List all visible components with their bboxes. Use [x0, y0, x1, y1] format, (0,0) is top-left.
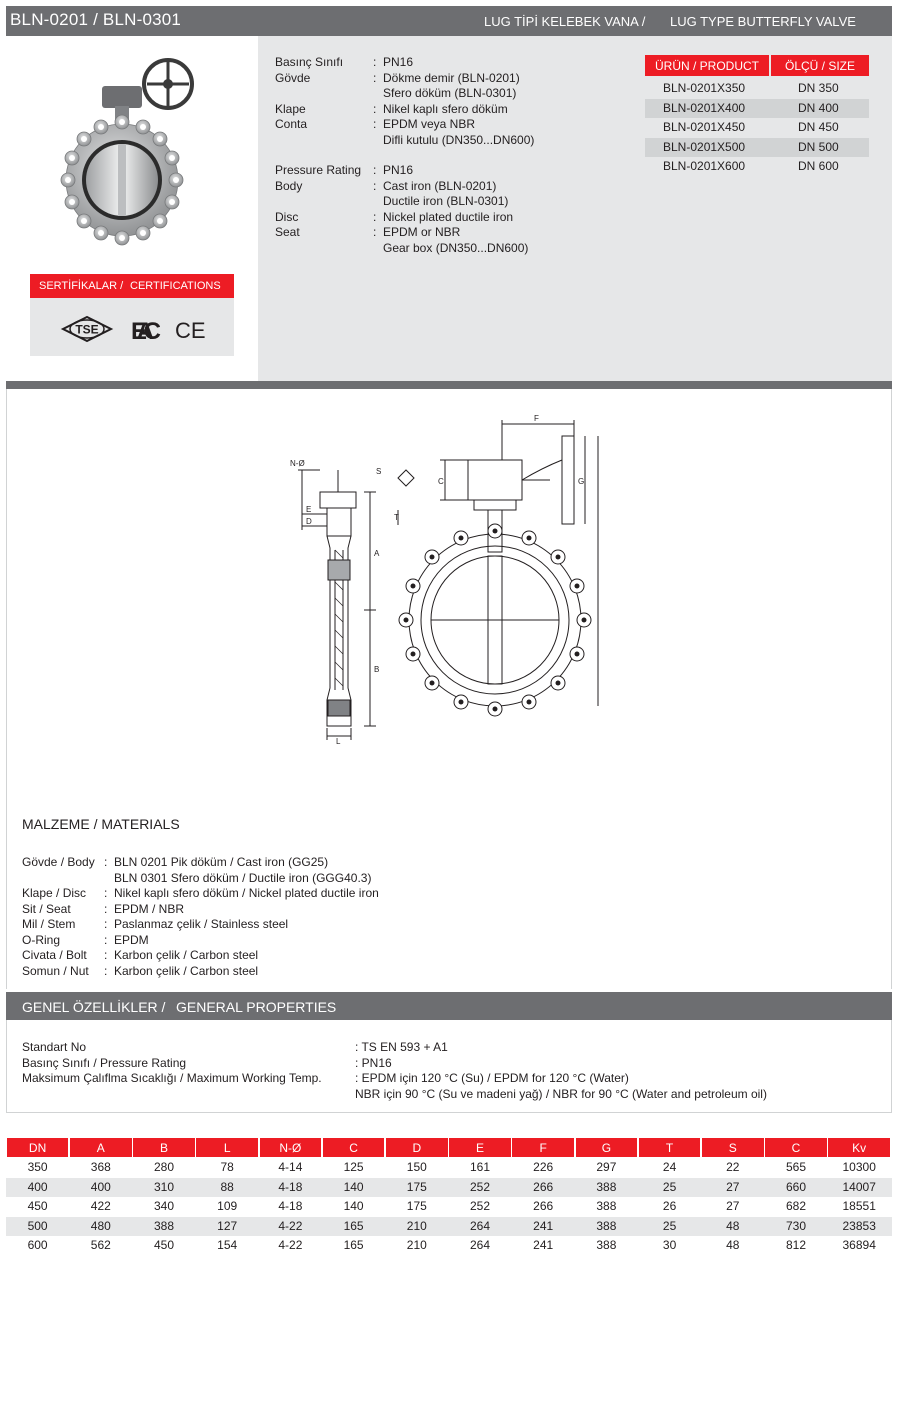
dim-cell: 266 — [533, 1199, 554, 1213]
tse-logo — [63, 317, 111, 341]
dim-header-cell: F — [512, 1138, 574, 1157]
label-n-o: N-Ø — [290, 459, 305, 468]
dim-cell: 600 — [27, 1238, 48, 1252]
material-label: Gövde / Body — [22, 855, 95, 869]
dim-cell: 450 — [153, 1238, 174, 1252]
cert-label-en: CERTIFICATIONS — [130, 280, 221, 292]
material-sep: : — [104, 963, 108, 978]
spec-label: Basınç Sınıfı — [275, 55, 344, 69]
dim-cell: 27 — [726, 1179, 740, 1194]
dim-cell: 127 — [217, 1218, 238, 1233]
spec-label: Body — [275, 178, 303, 193]
label-l: L — [336, 737, 341, 746]
dim-cell: 14007 — [842, 1179, 876, 1194]
dim-cell: 4-22 — [278, 1238, 303, 1252]
dim-cell: 297 — [596, 1160, 617, 1174]
cert-label-tr: SERTİFİKALAR / — [39, 280, 124, 292]
material-sep: : — [104, 932, 108, 947]
dim-cell: 400 — [90, 1179, 111, 1194]
certifications-header — [30, 274, 234, 298]
tse-text: TSE — [75, 322, 99, 337]
dim-cell: 340 — [153, 1199, 174, 1213]
dim-cell: 264 — [469, 1218, 490, 1233]
material-sep: : — [104, 948, 108, 962]
material-label: Sit / Seat — [22, 901, 71, 916]
dim-cell: 150 — [406, 1160, 427, 1174]
dim-cell: 30 — [662, 1238, 677, 1252]
dim-cell: 4-18 — [278, 1179, 303, 1194]
general-row — [22, 1087, 882, 1103]
dim-cell: 350 — [27, 1160, 48, 1174]
product-code-cell: BLN-0201X450 — [663, 120, 746, 134]
dim-cell: 252 — [469, 1199, 490, 1213]
general-label: Standart No — [22, 1040, 87, 1054]
spec-value: Sfero döküm (BLN-0301) — [383, 86, 517, 100]
product-size-cell: DN 500 — [798, 139, 839, 154]
dim-cell: 730 — [785, 1218, 806, 1233]
dim-cell: 18551 — [842, 1199, 876, 1213]
spec-label: Disc — [275, 209, 299, 224]
product-code-cell: BLN-0201X400 — [663, 100, 746, 115]
dim-cell: 226 — [533, 1160, 554, 1174]
dim-row — [6, 1158, 892, 1178]
label-c: C — [438, 477, 444, 486]
dim-cell: 4-14 — [278, 1160, 303, 1174]
material-value: Karbon çelik / Carbon steel — [114, 948, 259, 962]
dim-cell: 812 — [785, 1238, 806, 1252]
dim-cell: 388 — [596, 1179, 617, 1194]
product-size-cell: DN 400 — [798, 100, 839, 115]
material-sep: : — [104, 917, 108, 931]
spec-sep: : — [373, 55, 377, 69]
dim-cell: 109 — [217, 1199, 238, 1213]
general-value: NBR için 90 °C (Su ve madeni yağ) / NBR for 90 °C (Water and petroleum oil) — [355, 1086, 767, 1101]
general-properties-list — [22, 1040, 882, 1102]
eac-text: EAC — [131, 318, 161, 345]
spec-sep: : — [373, 178, 377, 193]
general-row — [22, 1040, 882, 1056]
dim-cell: 24 — [662, 1160, 677, 1174]
product-size-cell: DN 600 — [798, 159, 839, 173]
dim-cell: 388 — [596, 1238, 617, 1252]
general-title-tr: GENEL ÖZELLİKLER / — [22, 999, 166, 1015]
material-value: BLN 0201 Pik döküm / Cast iron (GG25) — [114, 855, 329, 869]
dim-row — [6, 1236, 892, 1256]
dim-cell: 388 — [153, 1218, 174, 1233]
dim-header-cell: L — [196, 1138, 258, 1157]
spec-sep: : — [373, 209, 377, 224]
general-value: : TS EN 593 + A1 — [355, 1040, 448, 1054]
dim-cell: 252 — [469, 1179, 490, 1194]
dim-cell: 161 — [469, 1160, 490, 1174]
dim-header-cell: N-Ø — [260, 1138, 322, 1157]
spec-sep: : — [373, 225, 377, 239]
spec-value: Ductile iron (BLN-0301) — [383, 194, 509, 208]
general-label: Maksimum Çalıflma Sıcaklığı / Maximum Working Temp. — [22, 1071, 322, 1085]
general-value: : PN16 — [355, 1055, 392, 1070]
size-header: ÖLÇÜ / SIZE — [771, 55, 869, 76]
spec-value: Gear box (DN350...DN600) — [383, 240, 529, 255]
spec-value: EPDM or NBR — [383, 225, 461, 239]
dim-cell: 422 — [90, 1199, 111, 1213]
ce-logo — [175, 318, 206, 343]
dim-header-cell: C — [323, 1138, 385, 1157]
dim-cell: 165 — [343, 1238, 364, 1252]
dim-header-cell: DN — [7, 1138, 69, 1157]
material-label: O-Ring — [22, 932, 61, 947]
dim-cell: 241 — [533, 1218, 554, 1233]
product-code: BLN-0201 / BLN-0301 — [10, 10, 182, 29]
dim-cell: 22 — [726, 1160, 740, 1174]
label-f: F — [534, 414, 539, 423]
materials-title: MALZEME / MATERIALS — [22, 816, 180, 832]
dim-cell: 140 — [343, 1199, 364, 1213]
dim-header-cell: B — [133, 1138, 195, 1157]
dim-cell: 210 — [406, 1238, 427, 1252]
general-label: Basınç Sınıfı / Pressure Rating — [22, 1055, 187, 1070]
product-header: ÜRÜN / PRODUCT — [645, 55, 769, 76]
spec-value: PN16 — [383, 163, 414, 177]
material-value: Paslanmaz çelik / Stainless steel — [114, 917, 289, 931]
cert-logos-graphic — [30, 298, 234, 356]
spec-sep: : — [373, 101, 377, 116]
spec-sep: : — [373, 117, 377, 131]
dim-header-cell: E — [449, 1138, 511, 1157]
product-row — [645, 99, 869, 119]
general-value: : EPDM için 120 °C (Su) / EPDM for 120 °C (Water) — [355, 1071, 629, 1085]
section-divider — [6, 381, 892, 389]
label-s: S — [376, 467, 382, 476]
dim-cell: 266 — [533, 1179, 554, 1194]
title-tr: LUG TİPİ KELEBEK VANA / — [484, 14, 646, 29]
spec-value: Nikel kaplı sfero döküm — [383, 101, 508, 116]
spec-value: EPDM veya NBR — [383, 117, 476, 131]
dim-cell: 4-22 — [278, 1218, 303, 1233]
technical-drawing — [280, 410, 610, 750]
label-t: T — [394, 513, 399, 522]
dim-header-cell: D — [386, 1138, 448, 1157]
dim-row — [6, 1178, 892, 1198]
product-row — [645, 157, 869, 177]
material-value: EPDM / NBR — [114, 901, 185, 916]
product-row — [645, 138, 869, 158]
dim-cell: 36894 — [842, 1238, 876, 1252]
dim-cell: 388 — [596, 1199, 617, 1213]
dim-cell: 27 — [726, 1199, 740, 1213]
dim-cell: 175 — [406, 1199, 427, 1213]
dim-cell: 88 — [220, 1179, 234, 1194]
dim-cell: 48 — [726, 1218, 740, 1233]
dim-row — [6, 1217, 892, 1237]
product-row — [645, 118, 869, 138]
spec-sep: : — [373, 163, 377, 177]
spec-label: Klape — [275, 101, 306, 116]
label-g: G — [578, 477, 585, 486]
material-label: Klape / Disc — [22, 886, 87, 900]
dim-row — [6, 1197, 892, 1217]
dim-cell: 480 — [90, 1218, 111, 1233]
dim-cell: 682 — [785, 1199, 806, 1213]
dim-cell: 48 — [726, 1238, 740, 1252]
dim-cell: 25 — [662, 1179, 677, 1194]
spec-value: PN16 — [383, 55, 414, 69]
material-value: EPDM — [114, 932, 149, 947]
spec-value: Cast iron (BLN-0201) — [383, 178, 497, 193]
material-label: Somun / Nut — [22, 963, 89, 978]
general-properties-bar — [6, 992, 892, 1020]
spec-label: Seat — [275, 225, 300, 239]
dim-cell: 125 — [343, 1160, 364, 1174]
material-value: Karbon çelik / Carbon steel — [114, 963, 259, 978]
dim-cell: 241 — [533, 1238, 554, 1252]
dim-header-cell: G — [576, 1138, 638, 1157]
dim-header-cell: Kv — [828, 1138, 890, 1157]
general-row — [22, 1056, 882, 1072]
dim-cell: 368 — [90, 1160, 111, 1174]
dim-cell: 400 — [27, 1179, 48, 1194]
material-value: Nikel kaplı sfero döküm / Nickel plated ductile iron — [114, 886, 379, 900]
spec-label: Conta — [275, 117, 308, 131]
dim-cell: 165 — [343, 1218, 364, 1233]
spec-value: Difli kutulu (DN350...DN600) — [383, 132, 535, 147]
dim-cell: 264 — [469, 1238, 490, 1252]
dim-cell: 154 — [217, 1238, 238, 1252]
title-en: LUG TYPE BUTTERFLY VALVE — [670, 14, 856, 29]
dim-cell: 26 — [662, 1199, 677, 1213]
label-e: E — [306, 505, 312, 514]
material-sep: : — [104, 855, 108, 869]
material-value: BLN 0301 Sfero döküm / Ductile iron (GGG40.3) — [114, 870, 372, 885]
dim-cell: 23853 — [842, 1218, 876, 1233]
dim-cell: 562 — [90, 1238, 111, 1252]
general-title-en: GENERAL PROPERTIES — [176, 999, 337, 1015]
dim-cell: 10300 — [842, 1160, 876, 1174]
material-sep: : — [104, 901, 108, 916]
dim-cell: 388 — [596, 1218, 617, 1233]
dim-header-cell: T — [639, 1138, 701, 1157]
product-size-cell: DN 350 — [798, 81, 839, 95]
material-label: Civata / Bolt — [22, 948, 87, 962]
material-label: Mil / Stem — [22, 917, 76, 931]
dim-cell: 660 — [785, 1179, 806, 1194]
dim-cell: 4-18 — [278, 1199, 303, 1213]
header-bar — [6, 6, 892, 36]
dim-cell: 565 — [785, 1160, 806, 1174]
dim-cell: 500 — [27, 1218, 48, 1233]
dim-header-cell: S — [702, 1138, 764, 1157]
spec-label: Gövde — [275, 70, 311, 85]
material-sep: : — [104, 886, 108, 900]
dim-cell: 450 — [27, 1199, 48, 1213]
valve-photo — [60, 50, 210, 250]
spec-sep: : — [373, 70, 377, 85]
label-b: B — [374, 665, 380, 674]
dim-cell: 310 — [153, 1179, 174, 1194]
product-row — [645, 79, 869, 99]
eac-logo — [131, 318, 161, 345]
label-a: A — [374, 549, 380, 558]
ce-text: CE — [175, 318, 206, 343]
certifications-logos — [30, 298, 234, 356]
spec-value: Nickel plated ductile iron — [383, 209, 514, 224]
spec-value: Dökme demir (BLN-0201) — [383, 70, 520, 85]
dim-header-cell: A — [70, 1138, 132, 1157]
dim-header-cell: C — [765, 1138, 827, 1157]
dim-cell: 210 — [406, 1218, 427, 1233]
product-code-cell: BLN-0201X350 — [663, 81, 746, 95]
label-d: D — [306, 517, 312, 526]
dim-cell: 140 — [343, 1179, 364, 1194]
general-row — [22, 1071, 882, 1087]
spec-label: Pressure Rating — [275, 163, 362, 177]
product-code-cell: BLN-0201X500 — [663, 139, 746, 154]
dim-cell: 175 — [406, 1179, 427, 1194]
dim-cell: 78 — [220, 1160, 234, 1174]
product-size-cell: DN 450 — [798, 120, 839, 134]
dim-cell: 25 — [662, 1218, 677, 1233]
product-code-cell: BLN-0201X600 — [663, 159, 746, 173]
dim-cell: 280 — [153, 1160, 174, 1174]
